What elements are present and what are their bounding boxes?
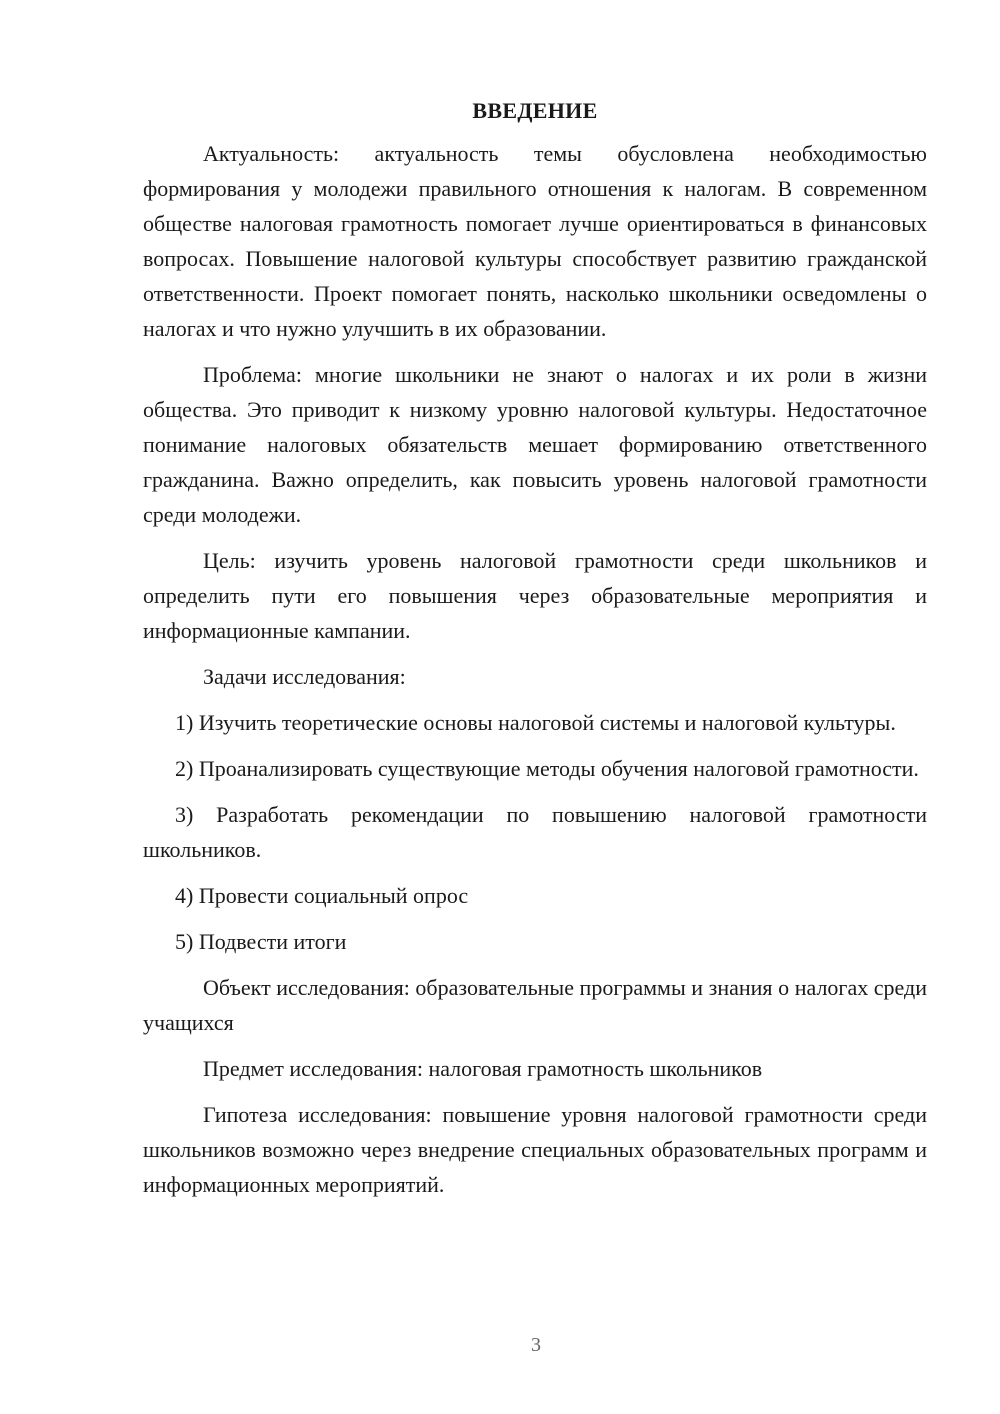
page-number: 3 [531,1334,541,1356]
relevance-paragraph: Актуальность: актуальность темы обусловлена необходимостью формирования у молодежи правильного отношения к налогам. В современном обществе налоговая грамотность помогает лучше ориентироваться в финансовых вопросах. Повышение налоговой культуры способствует развитию гражданской ответственности. Проект помогает понять, насколько школьники осведомлены о налогах и что нужно улучшить в их образовании. [143,141,927,341]
object-paragraph: Объект исследования: образовательные программы и знания о налогах среди учащихся [143,975,927,1035]
task-item-3: 3) Разработать рекомендации по повышению налоговой грамотности школьников. [143,802,927,862]
hypothesis-paragraph: Гипотеза исследования: повышение уровня налоговой грамотности среди школьников возможно через внедрение специальных образовательных программ и информационных мероприятий. [143,1102,927,1197]
subject-paragraph: Предмет исследования: налоговая грамотность школьников [203,1056,763,1081]
task-item-1: 1) Изучить теоретические основы налоговой системы и налоговой культуры. [175,710,896,735]
section-heading: ВВЕДЕНИЕ [472,98,598,123]
document-body [143,96,927,1213]
task-item-5: 5) Подвести итоги [175,929,347,954]
tasks-heading: Задачи исследования: [203,664,406,689]
problem-paragraph: Проблема: многие школьники не знают о налогах и их роли в жизни общества. Это приводит к низкому уровню налоговой культуры. Недостаточное понимание налоговых обязательств мешает формированию ответственного гражданина. Важно определить, как повысить уровень налоговой грамотности среди молодежи. [143,362,927,527]
task-item-2: 2) Проанализировать существующие методы обучения налоговой грамотности. [175,756,919,781]
task-item-4: 4) Провести социальный опрос [175,883,469,908]
goal-paragraph: Цель: изучить уровень налоговой грамотности среди школьников и определить пути его повышения через образовательные мероприятия и информационные кампании. [143,548,927,643]
